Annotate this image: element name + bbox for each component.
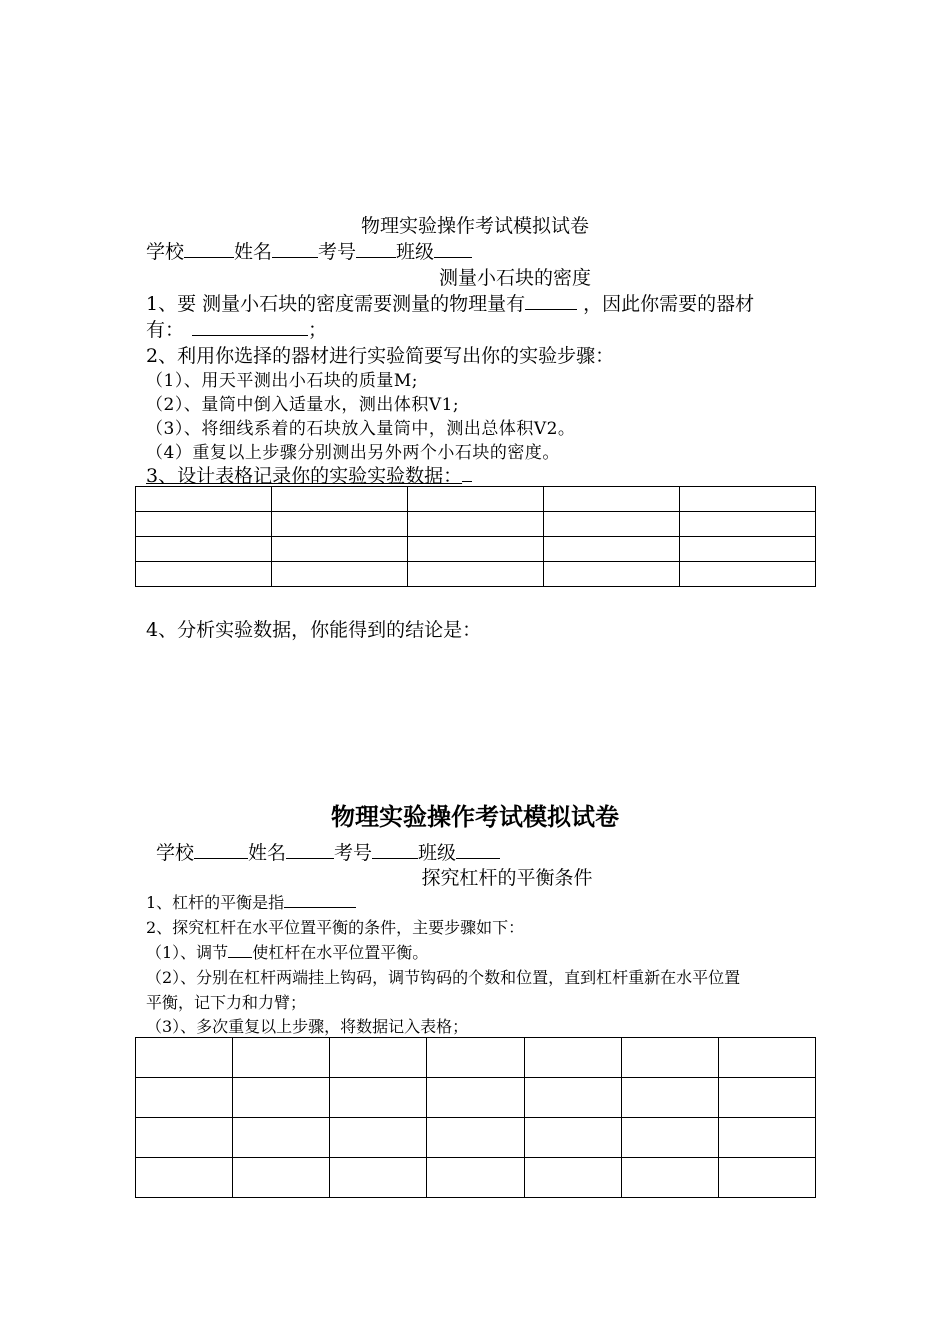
adjust-blank[interactable] bbox=[228, 941, 252, 958]
table-cell[interactable] bbox=[136, 1118, 233, 1158]
table-cell[interactable] bbox=[680, 487, 816, 512]
name-label: 姓名 bbox=[248, 842, 287, 864]
table-cell[interactable] bbox=[233, 1158, 330, 1198]
exam2-info-line bbox=[156, 838, 500, 865]
exam2-title: 物理实验操作考试模拟试卷 bbox=[331, 803, 619, 831]
name-label: 姓名 bbox=[234, 241, 273, 263]
exam2-step-1 bbox=[146, 940, 428, 963]
table-cell[interactable] bbox=[621, 1118, 718, 1158]
q1-text: 1、要 测量小石块的密度需要测量的物理量有 bbox=[146, 293, 526, 315]
exam1-step-2: （2）、量筒中倒入适量水，测出体积V1; bbox=[146, 395, 460, 415]
exam1-step-4: （4）重复以上步骤分别测出另外两个小石块的密度。 bbox=[146, 443, 560, 463]
school-blank[interactable] bbox=[184, 238, 234, 258]
table-cell[interactable] bbox=[233, 1038, 330, 1078]
table-cell[interactable] bbox=[272, 487, 408, 512]
table-cell[interactable] bbox=[621, 1038, 718, 1078]
exam2-subtitle: 探究杠杆的平衡条件 bbox=[421, 867, 593, 889]
balance-definition-blank[interactable] bbox=[284, 891, 356, 908]
table-cell[interactable] bbox=[233, 1118, 330, 1158]
exam1-q1-line1 bbox=[146, 289, 754, 316]
table-cell[interactable] bbox=[427, 1118, 524, 1158]
table-cell[interactable] bbox=[408, 537, 544, 562]
step1-text-cont: 使杠杆在水平位置平衡。 bbox=[252, 943, 429, 962]
step1-text: （1）、调节 bbox=[146, 943, 229, 962]
table-cell[interactable] bbox=[330, 1078, 427, 1118]
table-cell[interactable] bbox=[680, 562, 816, 587]
class-blank[interactable] bbox=[456, 839, 500, 859]
class-blank[interactable] bbox=[434, 238, 472, 258]
quantities-blank[interactable] bbox=[525, 290, 577, 310]
table-cell[interactable] bbox=[136, 487, 272, 512]
name-blank[interactable] bbox=[286, 839, 334, 859]
table-cell[interactable] bbox=[272, 562, 408, 587]
table-cell[interactable] bbox=[427, 1158, 524, 1198]
school-blank[interactable] bbox=[194, 839, 248, 859]
table-cell[interactable] bbox=[427, 1038, 524, 1078]
table-cell[interactable] bbox=[544, 512, 680, 537]
table-cell[interactable] bbox=[408, 562, 544, 587]
q1-text-cont: ，因此你需要的器材 bbox=[583, 293, 755, 315]
exam2-step-2a: （2）、分别在杠杆两端挂上钩码，调节钩码的个数和位置，直到杠杆重新在水平位置 bbox=[146, 968, 741, 987]
school-label: 学校 bbox=[146, 241, 185, 263]
exam2-step-2b: 平衡，记下力和力臂； bbox=[146, 993, 307, 1012]
table-cell[interactable] bbox=[718, 1038, 815, 1078]
table-cell[interactable] bbox=[524, 1078, 621, 1118]
exam2-q1 bbox=[146, 890, 356, 913]
exam1-info-line bbox=[146, 237, 472, 264]
table-cell[interactable] bbox=[136, 537, 272, 562]
table-cell[interactable] bbox=[544, 487, 680, 512]
q3-underline-tail bbox=[462, 462, 472, 482]
table-cell[interactable] bbox=[524, 1118, 621, 1158]
class-label: 班级 bbox=[418, 842, 457, 864]
exam1-step-1: （1）、用天平测出小石块的质量M; bbox=[146, 371, 418, 391]
table-cell[interactable] bbox=[524, 1038, 621, 1078]
table-cell[interactable] bbox=[408, 512, 544, 537]
number-blank[interactable] bbox=[356, 238, 396, 258]
number-blank[interactable] bbox=[372, 839, 418, 859]
table-cell[interactable] bbox=[272, 512, 408, 537]
table-cell[interactable] bbox=[680, 537, 816, 562]
school-label: 学校 bbox=[156, 842, 195, 864]
table-cell[interactable] bbox=[524, 1158, 621, 1198]
exam1-subtitle: 测量小石块的密度 bbox=[438, 267, 591, 289]
table-cell[interactable] bbox=[136, 1078, 233, 1118]
table-cell[interactable] bbox=[427, 1078, 524, 1118]
table-cell[interactable] bbox=[680, 512, 816, 537]
table-cell[interactable] bbox=[272, 537, 408, 562]
table-cell[interactable] bbox=[621, 1158, 718, 1198]
table-cell[interactable] bbox=[330, 1158, 427, 1198]
exam2-step-3: （3）、多次重复以上步骤，将数据记入表格； bbox=[146, 1017, 469, 1036]
table-cell[interactable] bbox=[136, 512, 272, 537]
table-cell[interactable] bbox=[718, 1078, 815, 1118]
q1-end: ； bbox=[308, 319, 328, 341]
exam1-q3 bbox=[146, 461, 472, 488]
table-cell[interactable] bbox=[330, 1038, 427, 1078]
table-cell[interactable] bbox=[718, 1118, 815, 1158]
table-cell[interactable] bbox=[544, 562, 680, 587]
table-cell[interactable] bbox=[718, 1158, 815, 1198]
equipment-blank[interactable] bbox=[192, 316, 308, 336]
exam1-q2: 2、利用你选择的器材进行实验简要写出你的实验步骤： bbox=[146, 345, 615, 367]
class-label: 班级 bbox=[396, 241, 435, 263]
name-blank[interactable] bbox=[272, 238, 318, 258]
q3-text: 3、设计表格记录你的实验实验数据： bbox=[146, 465, 463, 487]
table-cell[interactable] bbox=[330, 1118, 427, 1158]
exam1-title: 物理实验操作考试模拟试卷 bbox=[360, 215, 589, 237]
exam1-step-3: （3）、将细线系着的石块放入量筒中，测出总体积V2。 bbox=[146, 419, 576, 439]
table-cell[interactable] bbox=[621, 1078, 718, 1118]
exam2-data-table bbox=[135, 1037, 816, 1198]
table-cell[interactable] bbox=[136, 1158, 233, 1198]
table-cell[interactable] bbox=[544, 537, 680, 562]
number-label: 考号 bbox=[318, 241, 357, 263]
table-cell[interactable] bbox=[408, 487, 544, 512]
exam1-q1-line2 bbox=[146, 315, 327, 342]
exam2-q2: 2、探究杠杆在水平位置平衡的条件，主要步骤如下： bbox=[146, 918, 525, 937]
q1-text: 1、杠杆的平衡是指 bbox=[146, 893, 285, 912]
table-cell[interactable] bbox=[233, 1078, 330, 1118]
exam1-q4: 4、分析实验数据，你能得到的结论是： bbox=[146, 619, 482, 641]
exam1-data-table bbox=[135, 486, 816, 587]
q1-equipment-label: 有： bbox=[146, 319, 185, 341]
table-cell[interactable] bbox=[136, 562, 272, 587]
table-cell[interactable] bbox=[136, 1038, 233, 1078]
number-label: 考号 bbox=[334, 842, 373, 864]
